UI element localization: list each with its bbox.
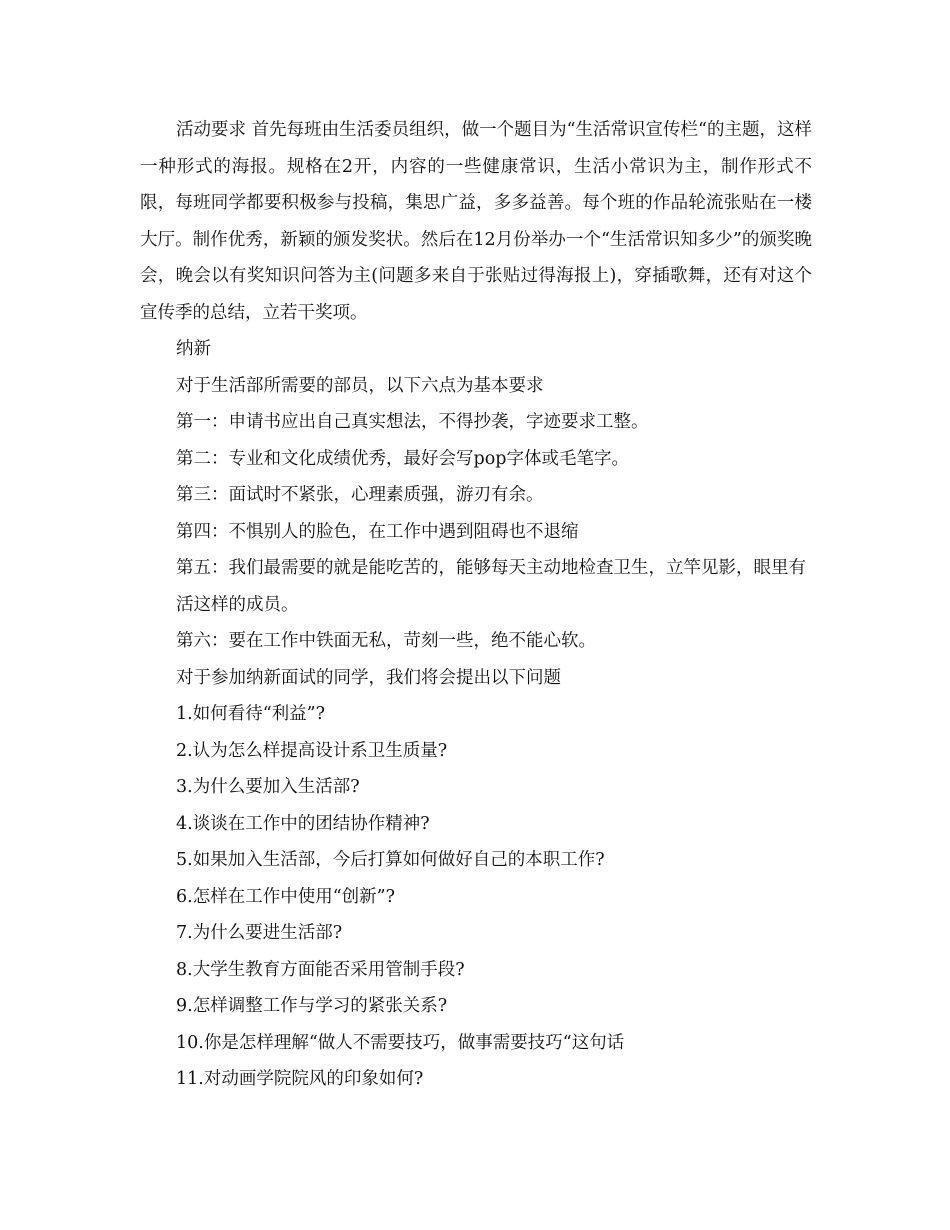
intro-paragraph: 活动要求 首先每班由生活委员组织，做一个题目为“生活常识宣传栏“的主题，这样一种形式的海报。规格在2开，内容的一些健康常识，生活小常识为主，制作形式不限，每班同学都要积极参与投稿，集思广益，多多益善。每个班的作品轮流张贴在一楼大厅。制作优秀，新颖的颁发奖状。然后在12月份举办一个“生活常识知多少”的颁奖晚会，晚会以有奖知识问答为主(问题多来自于张贴过得海报上)，穿插歌舞，还有对这个宣传季的总结，立若干奖项。 xyxy=(140,120,812,323)
requirement-item: 第五：我们最需要的就是能吃苦的，能够每天主动地检查卫生，立竿见影，眼里有活这样的成员。 xyxy=(176,558,806,615)
question-item: 10.你是怎样理解“做人不需要技巧，做事需要技巧“这句话 xyxy=(176,1032,625,1053)
question-item: 7.为什么要进生活部? xyxy=(176,923,343,943)
section-heading: 纳新 xyxy=(176,339,211,359)
question-item: 9.怎样调整工作与学习的紧张关系? xyxy=(176,996,448,1016)
question-item: 8.大学生教育方面能否采用管制手段? xyxy=(176,959,465,980)
question-item: 5.如果加入生活部，今后打算如何做好自己的本职工作? xyxy=(176,850,605,870)
question-item: 11.对动画学院院风的印象如何? xyxy=(176,1069,424,1089)
requirement-item: 第二：专业和文化成绩优秀，最好会写pop字体或毛笔字。 xyxy=(176,448,629,469)
question-item: 4.谈谈在工作中的团结协作精神? xyxy=(176,813,430,834)
requirement-item: 第一：申请书应出自己真实想法，不得抄袭，字迹要求工整。 xyxy=(176,412,649,432)
requirement-item: 第四：不惧别人的脸色，在工作中遇到阻碍也不退缩 xyxy=(176,521,579,542)
question-item: 6.怎样在工作中使用“创新”? xyxy=(176,886,395,907)
requirements-intro: 对于生活部所需要的部员，以下六点为基本要求 xyxy=(176,375,544,396)
document-body xyxy=(140,112,812,1098)
question-item: 2.认为怎么样提高设计系卫生质量? xyxy=(176,740,448,761)
questions-intro: 对于参加纳新面试的同学，我们将会提出以下问题 xyxy=(176,667,561,688)
requirement-item: 第三：面试时不紧张，心理素质强，游刃有余。 xyxy=(176,485,544,505)
requirement-item: 第六：要在工作中铁面无私，苛刻一些，绝不能心软。 xyxy=(176,631,596,651)
question-item: 1.如何看待“利益”? xyxy=(176,704,325,724)
question-item: 3.为什么要加入生活部? xyxy=(176,777,360,797)
